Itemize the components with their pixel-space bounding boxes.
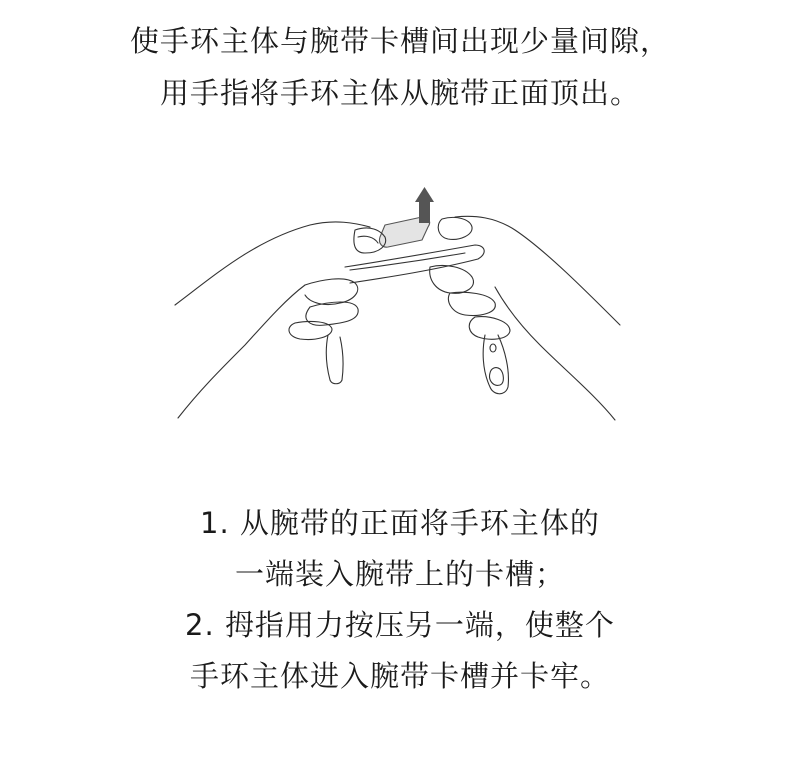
header-line-1: 使手环主体与腕带卡槽间出现少量间隙， (129, 24, 670, 58)
instruction-line-2: 一端装入腕带上的卡槽； (234, 557, 565, 591)
instruction-line-3: 2. 拇指用力按压另一端，使整个 (185, 608, 615, 642)
instruction-line-1: 1. 从腕带的正面将手环主体的 (200, 506, 600, 540)
instruction-line-4: 手环主体进入腕带卡槽并卡牢。 (189, 659, 610, 693)
instructions-text (0, 498, 800, 702)
header-line-2: 用手指将手环主体从腕带正面顶出。 (159, 76, 640, 110)
hands-removing-band-illustration (160, 175, 640, 430)
